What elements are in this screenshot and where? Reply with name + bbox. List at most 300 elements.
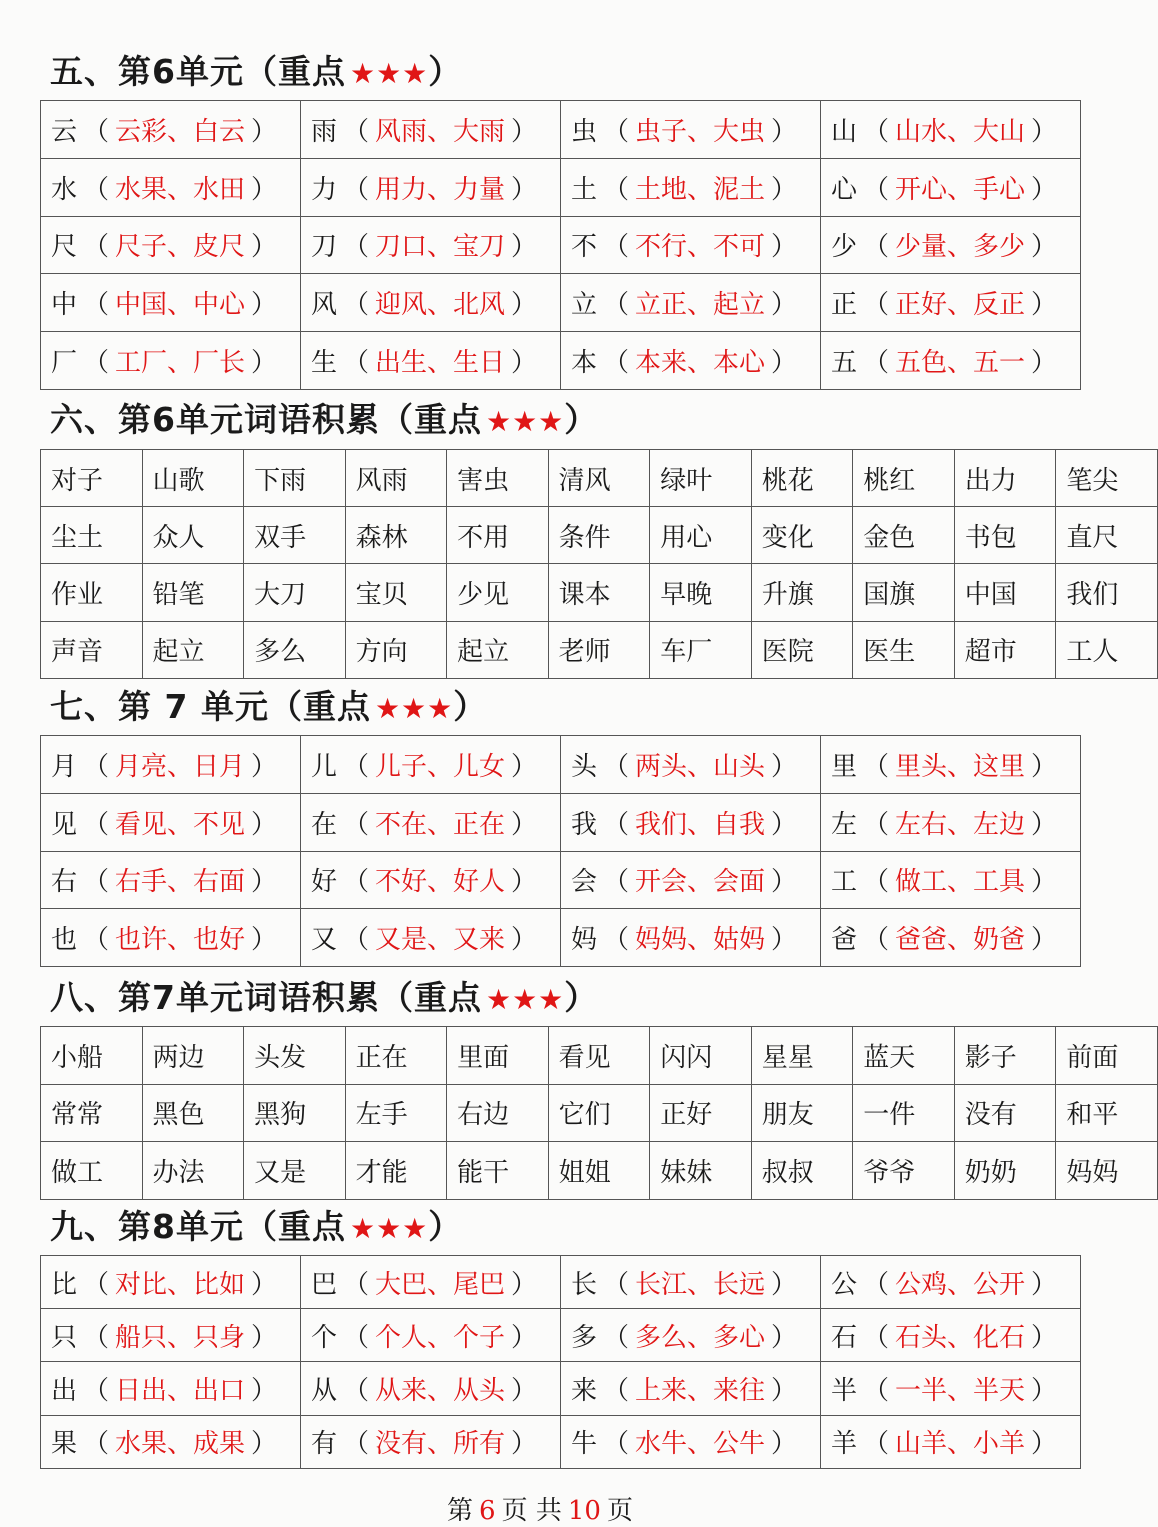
paren-open: （ xyxy=(863,1269,890,1300)
paren-close: ） xyxy=(1031,1375,1058,1406)
base-character: 有 xyxy=(311,1429,338,1460)
example-words: 没有、所有 xyxy=(375,1429,506,1460)
table-cell xyxy=(41,274,301,332)
vocab-word: 它们 xyxy=(558,1100,611,1131)
table-cell xyxy=(142,1084,244,1142)
paren-open: （ xyxy=(343,1322,370,1353)
vocab-word: 升旗 xyxy=(761,579,814,610)
example-words: 左右、左边 xyxy=(895,809,1026,840)
table-cell xyxy=(548,564,650,621)
paren-close: ） xyxy=(771,925,798,956)
table-row xyxy=(41,507,1158,564)
paren-open: （ xyxy=(863,1375,890,1406)
table-cell xyxy=(561,1256,821,1309)
paren-close: ） xyxy=(251,925,278,956)
paren-close: ） xyxy=(251,290,278,321)
paren-close: ） xyxy=(511,348,538,379)
base-character: 山 xyxy=(831,116,858,147)
base-character: 我 xyxy=(571,809,598,840)
vocab-word: 妹妹 xyxy=(660,1157,713,1188)
table-cell xyxy=(650,507,752,564)
vocab-word: 条件 xyxy=(558,522,611,553)
table-row xyxy=(41,736,1081,794)
table-cell xyxy=(345,1084,447,1142)
table-cell xyxy=(142,450,244,507)
table-cell xyxy=(561,274,821,332)
vocab-word: 车厂 xyxy=(660,637,713,668)
paren-close: ） xyxy=(771,809,798,840)
paren-close: ） xyxy=(1031,1322,1058,1353)
example-words: 尺子、皮尺 xyxy=(115,232,246,263)
vocab-word: 下雨 xyxy=(254,465,307,496)
paren-close: ） xyxy=(771,290,798,321)
table-cell xyxy=(650,450,752,507)
paren-close: ） xyxy=(1031,348,1058,379)
table-cell xyxy=(853,1027,955,1085)
table-cell xyxy=(1056,450,1158,507)
vocab-word: 众人 xyxy=(152,522,205,553)
vocab-word: 用心 xyxy=(660,522,713,553)
table-row xyxy=(41,851,1081,909)
table-cell xyxy=(954,564,1056,621)
vocab-word: 星星 xyxy=(761,1042,814,1073)
vocab-word: 闪闪 xyxy=(660,1042,713,1073)
table-cell xyxy=(41,1084,143,1142)
footer-suffix: 页 xyxy=(606,1496,633,1526)
base-character: 妈 xyxy=(571,925,598,956)
table-row xyxy=(41,1415,1081,1468)
vocab-word: 铅笔 xyxy=(152,579,205,610)
vocab-word: 风雨 xyxy=(355,465,408,496)
table-cell xyxy=(244,621,346,678)
paren-open: （ xyxy=(863,174,890,205)
table-cell xyxy=(821,216,1081,274)
vocab-word: 老师 xyxy=(558,637,611,668)
table-cell xyxy=(447,1084,549,1142)
paren-close: ） xyxy=(1031,290,1058,321)
paren-close: ） xyxy=(771,1269,798,1300)
section-heading-close: ） xyxy=(564,978,599,1017)
word-table xyxy=(40,449,1158,679)
character-table xyxy=(40,100,1081,390)
example-words: 五色、五一 xyxy=(895,348,1026,379)
table-cell xyxy=(41,1142,143,1200)
section-heading-close: ） xyxy=(564,400,599,439)
table-cell xyxy=(561,101,821,159)
page-footer xyxy=(0,1490,1080,1527)
table-row xyxy=(41,909,1081,967)
paren-close: ） xyxy=(251,232,278,263)
vocab-word: 山歌 xyxy=(152,465,205,496)
paren-close: ） xyxy=(251,751,278,782)
table-cell xyxy=(751,507,853,564)
example-words: 我们、自我 xyxy=(635,809,766,840)
example-words: 一半、半天 xyxy=(895,1375,1026,1406)
table-row xyxy=(41,1256,1081,1309)
table-cell xyxy=(142,564,244,621)
vocab-word: 起立 xyxy=(457,637,510,668)
table-cell xyxy=(548,1084,650,1142)
section-heading-text: 八、第7单元词语积累（重点 xyxy=(50,978,482,1017)
base-character: 生 xyxy=(311,348,338,379)
paren-close: ） xyxy=(511,174,538,205)
paren-open: （ xyxy=(863,232,890,263)
vocab-word: 宝贝 xyxy=(355,579,408,610)
paren-close: ） xyxy=(771,751,798,782)
base-character: 只 xyxy=(51,1322,78,1353)
importance-stars: ★★★ xyxy=(349,1212,429,1245)
example-words: 山水、大山 xyxy=(895,116,1026,147)
table-cell xyxy=(650,1084,752,1142)
paren-open: （ xyxy=(343,925,370,956)
section-heading xyxy=(50,1207,463,1246)
vocab-word: 工人 xyxy=(1066,637,1119,668)
table-cell xyxy=(142,1142,244,1200)
vocab-word: 黑狗 xyxy=(254,1100,307,1131)
table-cell xyxy=(650,1142,752,1200)
base-character: 云 xyxy=(51,116,78,147)
paren-close: ） xyxy=(511,925,538,956)
table-row xyxy=(41,332,1081,390)
character-table xyxy=(40,1255,1081,1469)
table-cell xyxy=(244,450,346,507)
footer-prefix: 第 xyxy=(447,1496,474,1526)
paren-close: ） xyxy=(251,1375,278,1406)
example-words: 船只、只身 xyxy=(115,1322,246,1353)
paren-open: （ xyxy=(603,348,630,379)
base-character: 也 xyxy=(51,925,78,956)
example-words: 上来、来往 xyxy=(635,1375,766,1406)
base-character: 头 xyxy=(571,751,598,782)
table-cell xyxy=(561,1309,821,1362)
table-cell xyxy=(1056,564,1158,621)
base-character: 来 xyxy=(571,1375,598,1406)
vocab-word: 正好 xyxy=(660,1100,713,1131)
table-cell xyxy=(751,450,853,507)
example-words: 月亮、日月 xyxy=(115,751,246,782)
paren-open: （ xyxy=(343,867,370,898)
vocab-word: 起立 xyxy=(152,637,205,668)
example-words: 公鸡、公开 xyxy=(895,1269,1026,1300)
paren-close: ） xyxy=(771,1375,798,1406)
table-cell xyxy=(561,909,821,967)
paren-close: ） xyxy=(771,1322,798,1353)
table-cell xyxy=(650,564,752,621)
section-heading xyxy=(50,687,488,726)
table-cell xyxy=(41,158,301,216)
example-words: 大巴、尾巴 xyxy=(375,1269,506,1300)
table-cell xyxy=(548,450,650,507)
paren-open: （ xyxy=(603,925,630,956)
table-row xyxy=(41,216,1081,274)
vocab-word: 爷爷 xyxy=(863,1157,916,1188)
vocab-word: 方向 xyxy=(355,637,408,668)
table-cell xyxy=(821,1415,1081,1468)
base-character: 月 xyxy=(51,751,78,782)
base-character: 中 xyxy=(51,290,78,321)
table-cell xyxy=(954,507,1056,564)
table-cell xyxy=(447,450,549,507)
table-row xyxy=(41,158,1081,216)
example-words: 用力、力量 xyxy=(375,174,506,205)
character-table xyxy=(40,735,1081,967)
table-cell xyxy=(853,1142,955,1200)
example-words: 开会、会面 xyxy=(635,867,766,898)
table-cell xyxy=(548,621,650,678)
paren-close: ） xyxy=(511,1322,538,1353)
paren-close: ） xyxy=(251,1269,278,1300)
paren-open: （ xyxy=(863,1322,890,1353)
paren-open: （ xyxy=(603,1375,630,1406)
example-words: 山羊、小羊 xyxy=(895,1429,1026,1460)
paren-open: （ xyxy=(343,116,370,147)
table-cell xyxy=(1056,621,1158,678)
example-words: 爸爸、奶爸 xyxy=(895,925,1026,956)
vocab-word: 森林 xyxy=(355,522,408,553)
table-cell xyxy=(41,564,143,621)
base-character: 又 xyxy=(311,925,338,956)
table-cell xyxy=(821,1256,1081,1309)
vocab-word: 医院 xyxy=(761,637,814,668)
table-cell xyxy=(301,736,561,794)
paren-close: ） xyxy=(1031,925,1058,956)
table-cell xyxy=(301,216,561,274)
example-words: 出生、生日 xyxy=(375,348,506,379)
paren-open: （ xyxy=(863,867,890,898)
example-words: 妈妈、姑妈 xyxy=(635,925,766,956)
paren-open: （ xyxy=(863,1429,890,1460)
paren-open: （ xyxy=(343,1429,370,1460)
table-cell xyxy=(1056,1027,1158,1085)
table-cell xyxy=(301,1256,561,1309)
paren-close: ） xyxy=(511,116,538,147)
table-cell xyxy=(41,793,301,851)
base-character: 果 xyxy=(51,1429,78,1460)
vocab-word: 蓝天 xyxy=(863,1042,916,1073)
vocab-word: 出力 xyxy=(964,465,1017,496)
base-character: 土 xyxy=(571,174,598,205)
section-heading xyxy=(50,978,599,1017)
footer-total-pages: 10 xyxy=(567,1496,601,1526)
base-character: 半 xyxy=(831,1375,858,1406)
paren-close: ） xyxy=(251,867,278,898)
paren-close: ） xyxy=(1031,232,1058,263)
base-character: 虫 xyxy=(571,116,598,147)
paren-open: （ xyxy=(83,867,110,898)
paren-close: ） xyxy=(771,867,798,898)
vocab-word: 少见 xyxy=(457,579,510,610)
example-words: 对比、比如 xyxy=(115,1269,246,1300)
table-cell xyxy=(345,1027,447,1085)
base-character: 见 xyxy=(51,809,78,840)
base-character: 从 xyxy=(311,1375,338,1406)
paren-open: （ xyxy=(343,232,370,263)
section-heading-close: ） xyxy=(453,687,488,726)
example-words: 长江、长远 xyxy=(635,1269,766,1300)
paren-close: ） xyxy=(1031,809,1058,840)
table-cell xyxy=(954,1084,1056,1142)
example-words: 少量、多少 xyxy=(895,232,1026,263)
base-character: 刀 xyxy=(311,232,338,263)
paren-close: ） xyxy=(511,867,538,898)
table-cell xyxy=(821,851,1081,909)
example-words: 从来、从头 xyxy=(375,1375,506,1406)
base-character: 心 xyxy=(831,174,858,205)
paren-close: ） xyxy=(251,116,278,147)
table-cell xyxy=(751,1027,853,1085)
section-heading-close: ） xyxy=(428,1207,463,1246)
table-cell xyxy=(41,621,143,678)
table-cell xyxy=(301,1309,561,1362)
table-cell xyxy=(301,1415,561,1468)
paren-close: ） xyxy=(1031,1269,1058,1300)
table-cell xyxy=(853,507,955,564)
paren-open: （ xyxy=(83,232,110,263)
paren-close: ） xyxy=(1031,174,1058,205)
table-cell xyxy=(301,101,561,159)
example-words: 中国、中心 xyxy=(115,290,246,321)
table-cell xyxy=(345,507,447,564)
vocab-word: 妈妈 xyxy=(1066,1157,1119,1188)
table-row xyxy=(41,1027,1158,1085)
table-cell xyxy=(41,1415,301,1468)
paren-open: （ xyxy=(343,1269,370,1300)
table-cell xyxy=(1056,1142,1158,1200)
vocab-word: 中国 xyxy=(964,579,1017,610)
table-cell xyxy=(821,1362,1081,1415)
vocab-word: 双手 xyxy=(254,522,307,553)
word-table xyxy=(40,1026,1158,1200)
base-character: 牛 xyxy=(571,1429,598,1460)
paren-open: （ xyxy=(343,290,370,321)
paren-close: ） xyxy=(511,1269,538,1300)
vocab-word: 没有 xyxy=(964,1100,1017,1131)
example-words: 又是、又来 xyxy=(375,925,506,956)
example-words: 风雨、大雨 xyxy=(375,116,506,147)
table-cell xyxy=(650,1027,752,1085)
table-cell xyxy=(1056,1084,1158,1142)
table-row xyxy=(41,1362,1081,1415)
paren-open: （ xyxy=(603,1322,630,1353)
table-cell xyxy=(751,1084,853,1142)
example-words: 迎风、北风 xyxy=(375,290,506,321)
base-character: 力 xyxy=(311,174,338,205)
vocab-word: 绿叶 xyxy=(660,465,713,496)
importance-stars: ★★★ xyxy=(485,983,565,1016)
table-cell xyxy=(447,564,549,621)
base-character: 个 xyxy=(311,1322,338,1353)
vocab-word: 不用 xyxy=(457,522,510,553)
paren-close: ） xyxy=(251,1322,278,1353)
vocab-word: 才能 xyxy=(355,1157,408,1188)
base-character: 工 xyxy=(831,867,858,898)
vocab-word: 作业 xyxy=(51,579,104,610)
example-words: 本来、本心 xyxy=(635,348,766,379)
table-cell xyxy=(41,507,143,564)
paren-open: （ xyxy=(603,751,630,782)
paren-open: （ xyxy=(863,925,890,956)
table-cell xyxy=(853,1084,955,1142)
table-cell xyxy=(821,736,1081,794)
base-character: 在 xyxy=(311,809,338,840)
table-cell xyxy=(821,1309,1081,1362)
base-character: 立 xyxy=(571,290,598,321)
example-words: 石头、化石 xyxy=(895,1322,1026,1353)
base-character: 石 xyxy=(831,1322,858,1353)
base-character: 比 xyxy=(51,1269,78,1300)
table-cell xyxy=(853,621,955,678)
vocab-word: 超市 xyxy=(964,637,1017,668)
base-character: 正 xyxy=(831,290,858,321)
example-words: 土地、泥土 xyxy=(635,174,766,205)
vocab-word: 和平 xyxy=(1066,1100,1119,1131)
vocab-word: 正在 xyxy=(355,1042,408,1073)
example-words: 水果、水田 xyxy=(115,174,246,205)
paren-close: ） xyxy=(251,1429,278,1460)
table-cell xyxy=(244,1084,346,1142)
paren-open: （ xyxy=(343,751,370,782)
paren-open: （ xyxy=(863,809,890,840)
paren-open: （ xyxy=(83,1429,110,1460)
base-character: 儿 xyxy=(311,751,338,782)
table-cell xyxy=(751,564,853,621)
paren-open: （ xyxy=(603,116,630,147)
vocab-word: 办法 xyxy=(152,1157,205,1188)
table-cell xyxy=(301,793,561,851)
paren-open: （ xyxy=(83,751,110,782)
paren-open: （ xyxy=(83,348,110,379)
paren-close: ） xyxy=(771,232,798,263)
paren-open: （ xyxy=(83,116,110,147)
table-cell xyxy=(447,1027,549,1085)
table-cell xyxy=(561,736,821,794)
base-character: 公 xyxy=(831,1269,858,1300)
table-row xyxy=(41,1084,1158,1142)
table-cell xyxy=(561,1362,821,1415)
base-character: 爸 xyxy=(831,925,858,956)
vocab-word: 对子 xyxy=(51,465,104,496)
paren-close: ） xyxy=(251,348,278,379)
table-cell xyxy=(301,274,561,332)
example-words: 不行、不可 xyxy=(635,232,766,263)
paren-open: （ xyxy=(863,116,890,147)
paren-close: ） xyxy=(511,809,538,840)
table-cell xyxy=(561,1415,821,1468)
vocab-word: 头发 xyxy=(254,1042,307,1073)
paren-open: （ xyxy=(863,751,890,782)
paren-open: （ xyxy=(343,174,370,205)
table-cell xyxy=(561,332,821,390)
table-cell xyxy=(41,1256,301,1309)
table-cell xyxy=(548,507,650,564)
example-words: 看见、不见 xyxy=(115,809,246,840)
vocab-word: 姐姐 xyxy=(558,1157,611,1188)
vocab-word: 常常 xyxy=(51,1100,104,1131)
base-character: 雨 xyxy=(311,116,338,147)
table-cell xyxy=(244,507,346,564)
vocab-word: 看见 xyxy=(558,1042,611,1073)
section-heading-text: 七、第 7 单元（重点 xyxy=(50,687,371,726)
importance-stars: ★★★ xyxy=(349,57,429,90)
vocab-word: 早晚 xyxy=(660,579,713,610)
base-character: 里 xyxy=(831,751,858,782)
paren-open: （ xyxy=(83,809,110,840)
paren-close: ） xyxy=(511,1375,538,1406)
vocab-word: 朋友 xyxy=(761,1100,814,1131)
paren-open: （ xyxy=(83,1322,110,1353)
paren-close: ） xyxy=(771,1429,798,1460)
table-cell xyxy=(821,158,1081,216)
